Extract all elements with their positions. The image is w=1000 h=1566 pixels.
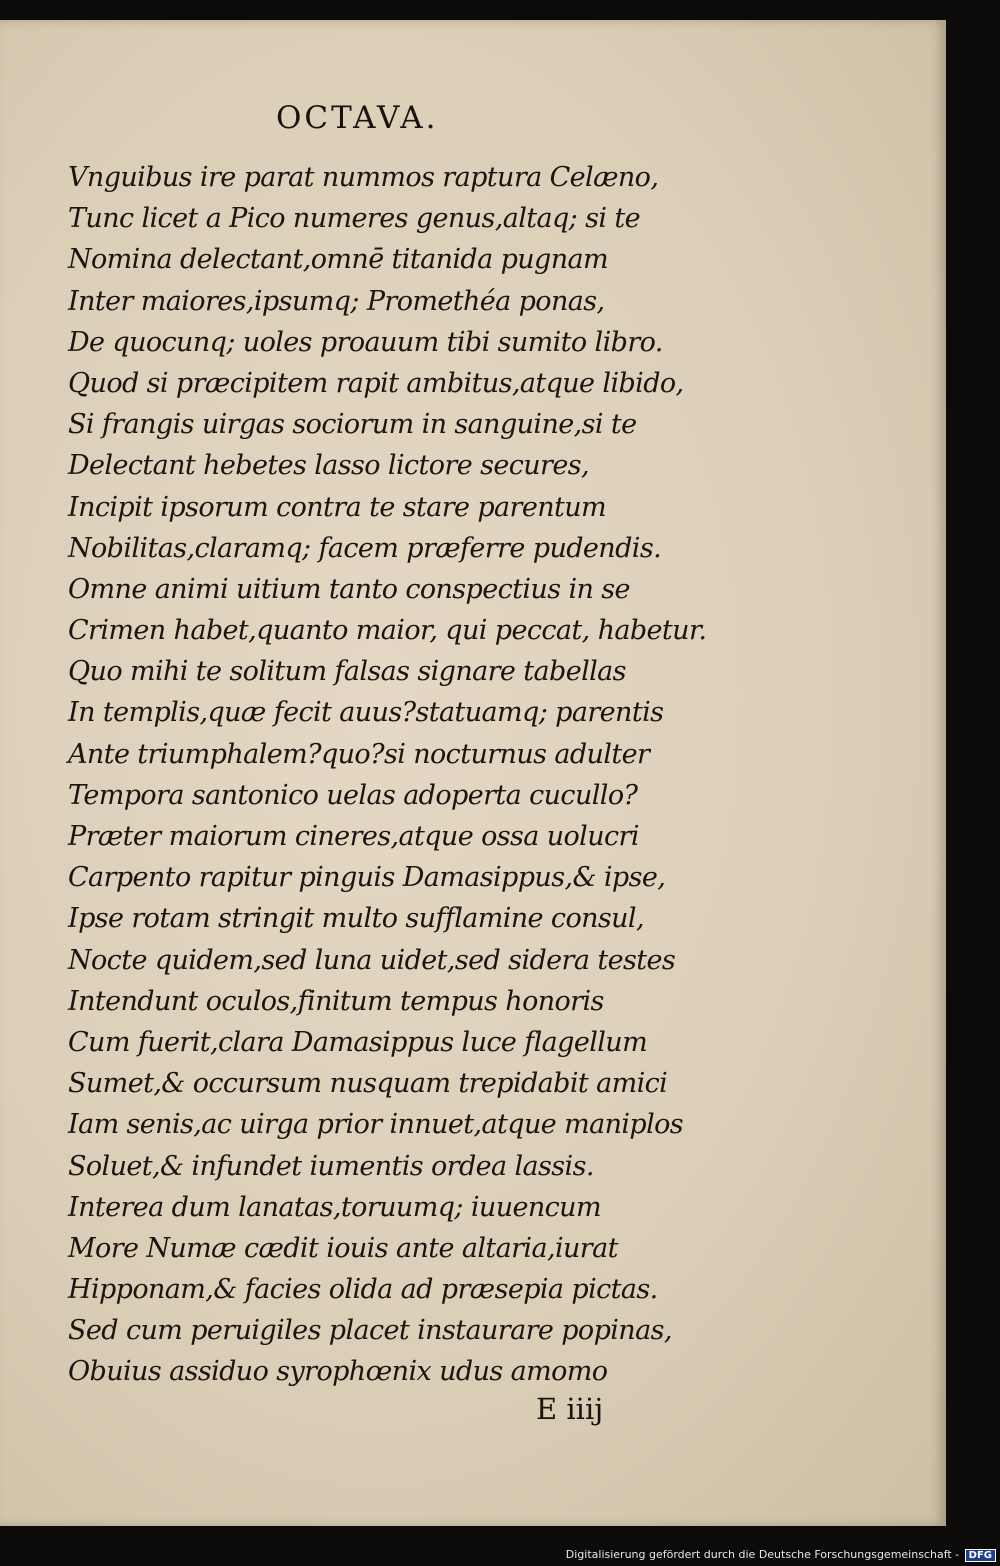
verse-line: Sumet,& occursum nusquam trepidabit amici	[68, 1068, 668, 1100]
verse-line: More Numæ cædit iouis ante altaria,iurat	[68, 1232, 618, 1264]
verse-line: Delectant hebetes lasso lictore secures,	[68, 450, 589, 482]
verse-line: Præter maiorum cineres,atque ossa uolucri	[68, 821, 639, 852]
verse-line: Crimen habet,quanto maior, qui peccat, habetur.	[68, 615, 707, 647]
verse-line: Inter maiores,ipsumq; Promethéa ponas,	[68, 285, 605, 317]
verse-line: Quo mihi te solitum falsas signare tabellas	[68, 656, 626, 688]
verse-line: In templis,quæ fecit auus?statuamq; parentis	[68, 697, 664, 729]
verse-line: Vnguibus ire parat nummos raptura Celæno,	[68, 162, 659, 193]
verse-line: Sed cum peruigiles placet instaurare popinas,	[68, 1315, 672, 1347]
verse-line: Ipse rotam stringit multo sufflamine consul,	[68, 903, 644, 935]
verse-line: Cum fuerit,clara Damasippus luce flagellum	[68, 1026, 648, 1058]
verse-line: Ante triumphalem?quo?si nocturnus adulter	[68, 738, 650, 770]
verse-line: Incipit ipsorum contra te stare parentum	[68, 491, 607, 523]
verse-line: De quocunq; uoles proauum tibi sumito libro.	[68, 326, 663, 358]
verse-line: Nobilitas,claramq; facem præferre pudendis.	[68, 532, 662, 564]
verse-line: Interea dum lanatas,toruumq; iuuencum	[68, 1191, 601, 1223]
verse-line: Soluet,& infundet iumentis ordea lassis.	[68, 1150, 594, 1182]
running-head: OCTAVA.	[276, 100, 439, 136]
verse-line: Tempora santonico uelas adoperta cucullo?	[68, 779, 638, 811]
verse-line: Carpento rapitur pinguis Damasippus,& ipse,	[68, 862, 666, 894]
verse-line: Hipponam,& facies olida ad præsepia pictas.	[68, 1274, 658, 1306]
verse-line: Si frangis uirgas sociorum in sanguine,si te	[68, 409, 637, 441]
book-page	[0, 20, 946, 1526]
verse-line: Omne animi uitium tanto conspectius in se	[68, 573, 630, 605]
verse-line: Nomina delectant,omnē titanida pugnam	[68, 244, 609, 276]
verse-line: Quod si præcipitem rapit ambitus,atque libido,	[68, 367, 684, 399]
credit-text: Digitalisierung gefördert durch die Deutsche Forschungsgemeinschaft -	[565, 1548, 960, 1561]
verse-line: Intendunt oculos,finitum tempus honoris	[68, 985, 604, 1017]
verse-list	[68, 157, 707, 1393]
verse-line: Tunc licet a Pico numeres genus,altaq; si te	[68, 203, 641, 235]
signature-mark: E iiij	[536, 1392, 604, 1426]
verse-line: Iam senis,ac uirga prior innuet,atque maniplos	[68, 1109, 684, 1141]
digitization-credit	[566, 1548, 996, 1562]
dfg-logo-icon: DFG	[965, 1549, 996, 1562]
verse-line: Nocte quidem,sed luna uidet,sed sidera testes	[68, 944, 676, 976]
verse-line: Obuius assiduo syrophœnix udus amomo	[68, 1356, 608, 1388]
